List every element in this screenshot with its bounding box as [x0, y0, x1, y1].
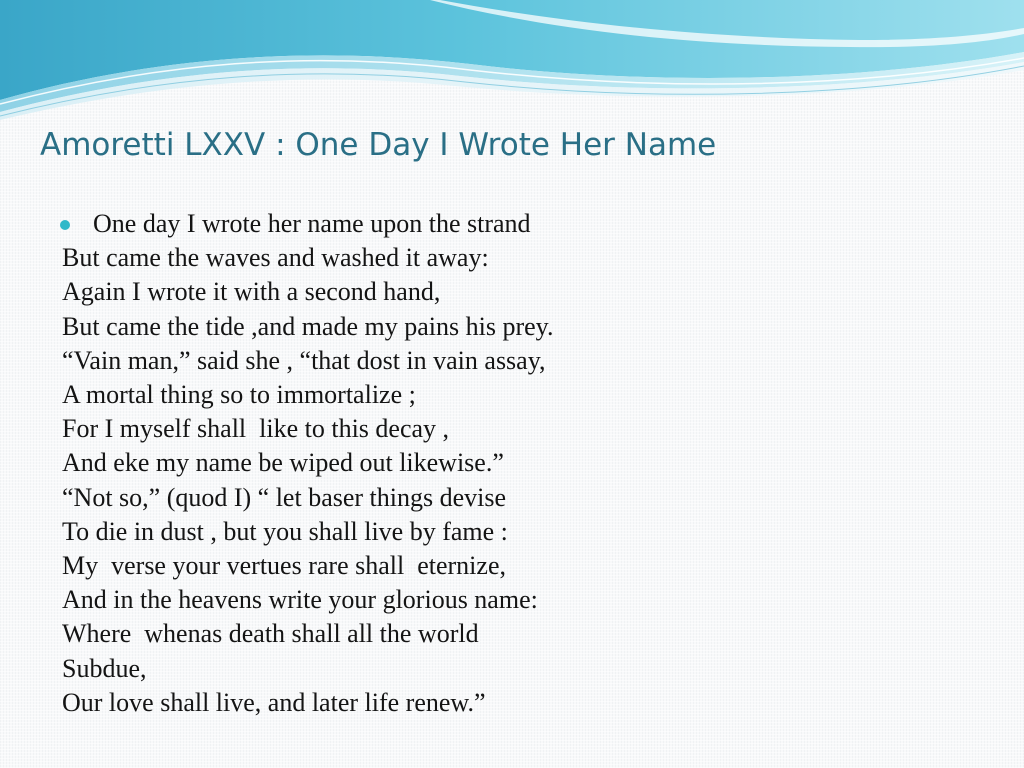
slide-title: Amoretti LXXV : One Day I Wrote Her Name: [40, 127, 717, 163]
bullet-marker: [60, 220, 70, 230]
poem-line-11: My verse your vertues rare shall eternize,: [62, 551, 506, 581]
poem-line-4: But came the tide ,and made my pains his prey.: [62, 311, 554, 341]
poem-line-6: A mortal thing so to immortalize ;: [62, 380, 416, 410]
poem-line-1: [62, 207, 962, 241]
poem-line-5: “Vain man,” said she , “that dost in vain assay,: [62, 345, 546, 375]
poem-line-14: Subdue,: [62, 653, 147, 683]
poem-line-9: “Not so,” (quod I) “ let baser things devise: [62, 482, 507, 512]
poem-line-10: To die in dust , but you shall live by fame :: [62, 516, 508, 546]
poem-line-3: Again I wrote it with a second hand,: [62, 277, 441, 307]
poem-line-13: Where whenas death shall all the world: [62, 619, 479, 649]
poem-line-7: For I myself shall like to this decay ,: [62, 414, 450, 444]
wave-banner-decoration: [0, 0, 1024, 120]
poem-line-2: But came the waves and washed it away:: [62, 243, 489, 273]
poem-line-1-text: One day I wrote her name upon the strand: [93, 209, 531, 238]
poem-line-15: Our love shall live, and later life renew.”: [62, 687, 486, 717]
poem-line-12: And in the heavens write your glorious name:: [62, 585, 538, 615]
poem-body: [62, 207, 962, 720]
poem-line-8: And eke my name be wiped out likewise.”: [62, 448, 504, 478]
